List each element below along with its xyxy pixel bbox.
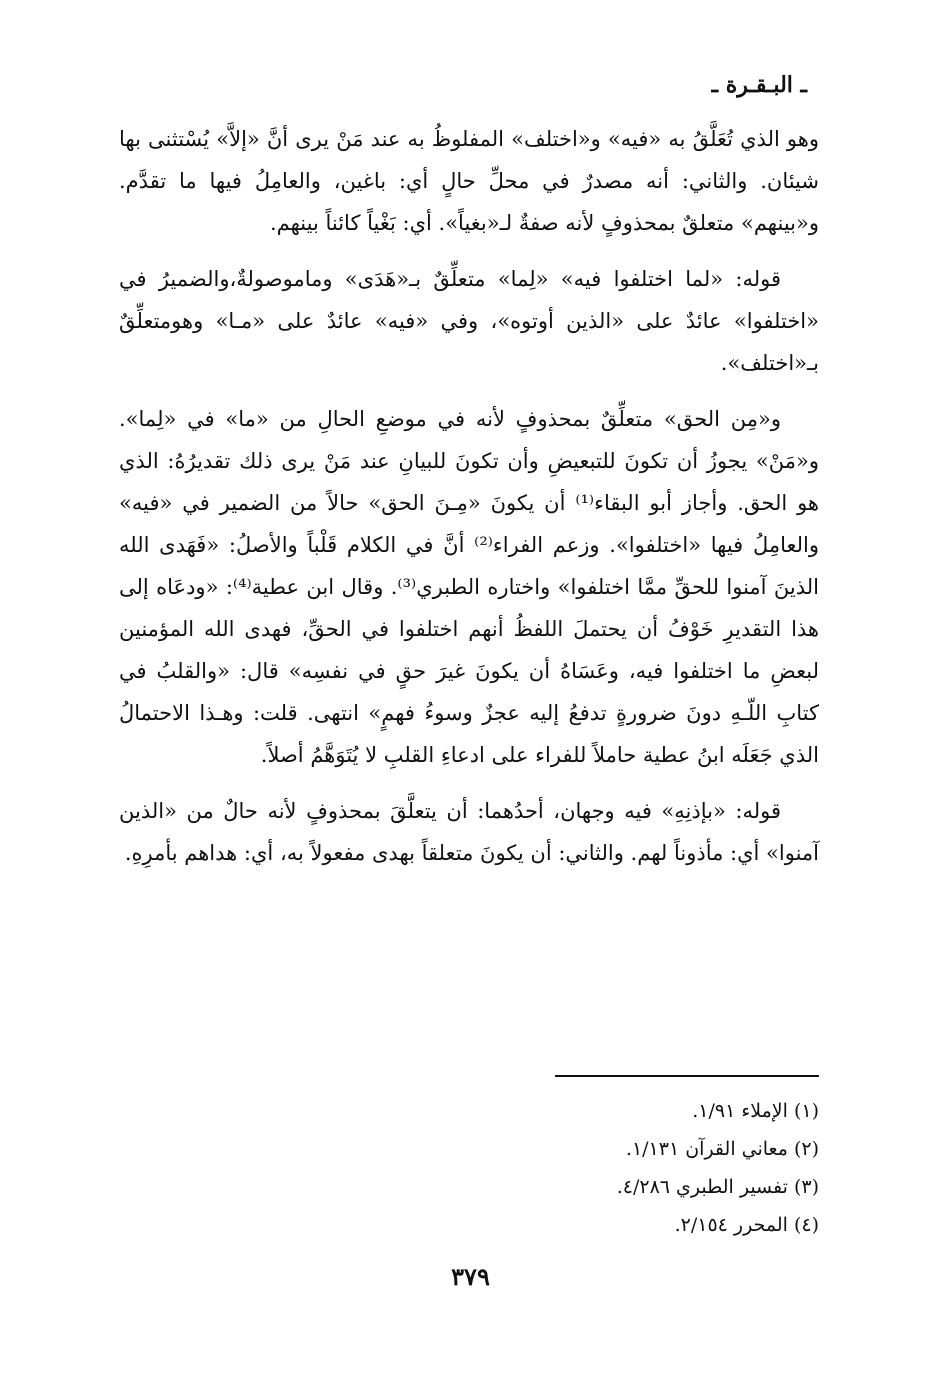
- paragraph-4: قوله: «بإذنِهِ» فيه وجهان، أحدُهما: أن يتعلَّقَ بمحذوفٍ لأنه حالٌ من «الذين آمنوا» أي: مأذوناً لهم. والثاني: أن يكونَ متعلقاً بهدى مفعولاً به، أي: هداهم بأمرِهِ.: [119, 799, 819, 865]
- running-header: ـ البـقـرة ـ: [711, 72, 807, 98]
- paragraph-3: و«مِن الحق» متعلِّقٌ بمحذوفٍ لأنه في موضعِ الحالِ من «ما» في «لِما». و«مَنْ» يجوزُ أن تكونَ للتبعيضِ وأن تكونَ للبيانِ عند مَنْ يرى ذلك تقديرُهُ: الذي هو الحق. وأجاز أبو البقاء⁽¹⁾ أن يكونَ «مِـنَ الحق» حالاً من الضمير في «فيه» والعامِلُ فيها «اختلفوا». وزعم الفراء⁽²⁾ أنَّ في الكلام قَلْباً والأصلُ: «فَهَدى الله الذينَ آمنوا للحقِّ ممَّا اختلفوا» واختاره الطبري⁽³⁾. وقال ابن عطية⁽⁴⁾: «ودعَاه إلى هذا التقديرِ خَوْفُ أن يحتملَ اللفظُ أنهم اختلفوا في الحقِّ، فهدى الله المؤمنين لبعضِ ما اختلفوا فيه، وعَسَاهُ أن يكونَ غيرَ حقٍ في نفسِه» قال: «والقلبُ في كتابِ اللّـهِ دونَ ضرورةٍ تدفعُ إليه عجزٌ وسوءُ فهمٍ» انتهى. قلت: وهـذا الاحتمالُ الذي جَعَلَه ابنُ عطية حاملاً للفراء على ادعاءِ القلبِ لا يُتَوَهَّمُ أصلاً.: [119, 407, 820, 767]
- footnote-4: (٤) المحرر ٢/١٥٤.: [674, 1214, 819, 1236]
- footnote-divider: [555, 1075, 819, 1077]
- footnote-1: (١) الإملاء ١/٩١.: [692, 1100, 819, 1122]
- footnotes-list: [419, 1092, 819, 1244]
- footnote-3: (٣) تفسير الطبري ٤/٢٨٦.: [616, 1176, 819, 1198]
- footnote-2: (٢) معاني القرآن ١/١٣١.: [625, 1138, 819, 1160]
- paragraph-1: وهو الذي تُعَلَّقُ به «فيه» و«اختلف» المفلوظُ به عند مَنْ يرى أنَّ «إلاَّ» يُسْتثنى بها شيئان. والثاني: أنه مصدرٌ في محلِّ حالٍ أي: باغين، والعامِلُ فيها ما تقدَّم. و«بينهم» متعلقٌ بمحذوفٍ لأنه صفةٌ لـ«بغياً». أي: بَغْياً كائناً بينهم.: [119, 127, 819, 235]
- body-text: [119, 118, 819, 888]
- paragraph-2: قوله: «لما اختلفوا فيه» «لِما» متعلِّقٌ بـ«هَدَى» وماموصولةٌ،والضميرُ في «اختلفوا» عائدٌ على «الذين أوتوه»، وفي «فيه» عائدٌ على «مـا» وهومتعلِّقٌ بـ«اختلف».: [119, 267, 819, 375]
- page-number: ٣٧٩: [451, 1262, 490, 1291]
